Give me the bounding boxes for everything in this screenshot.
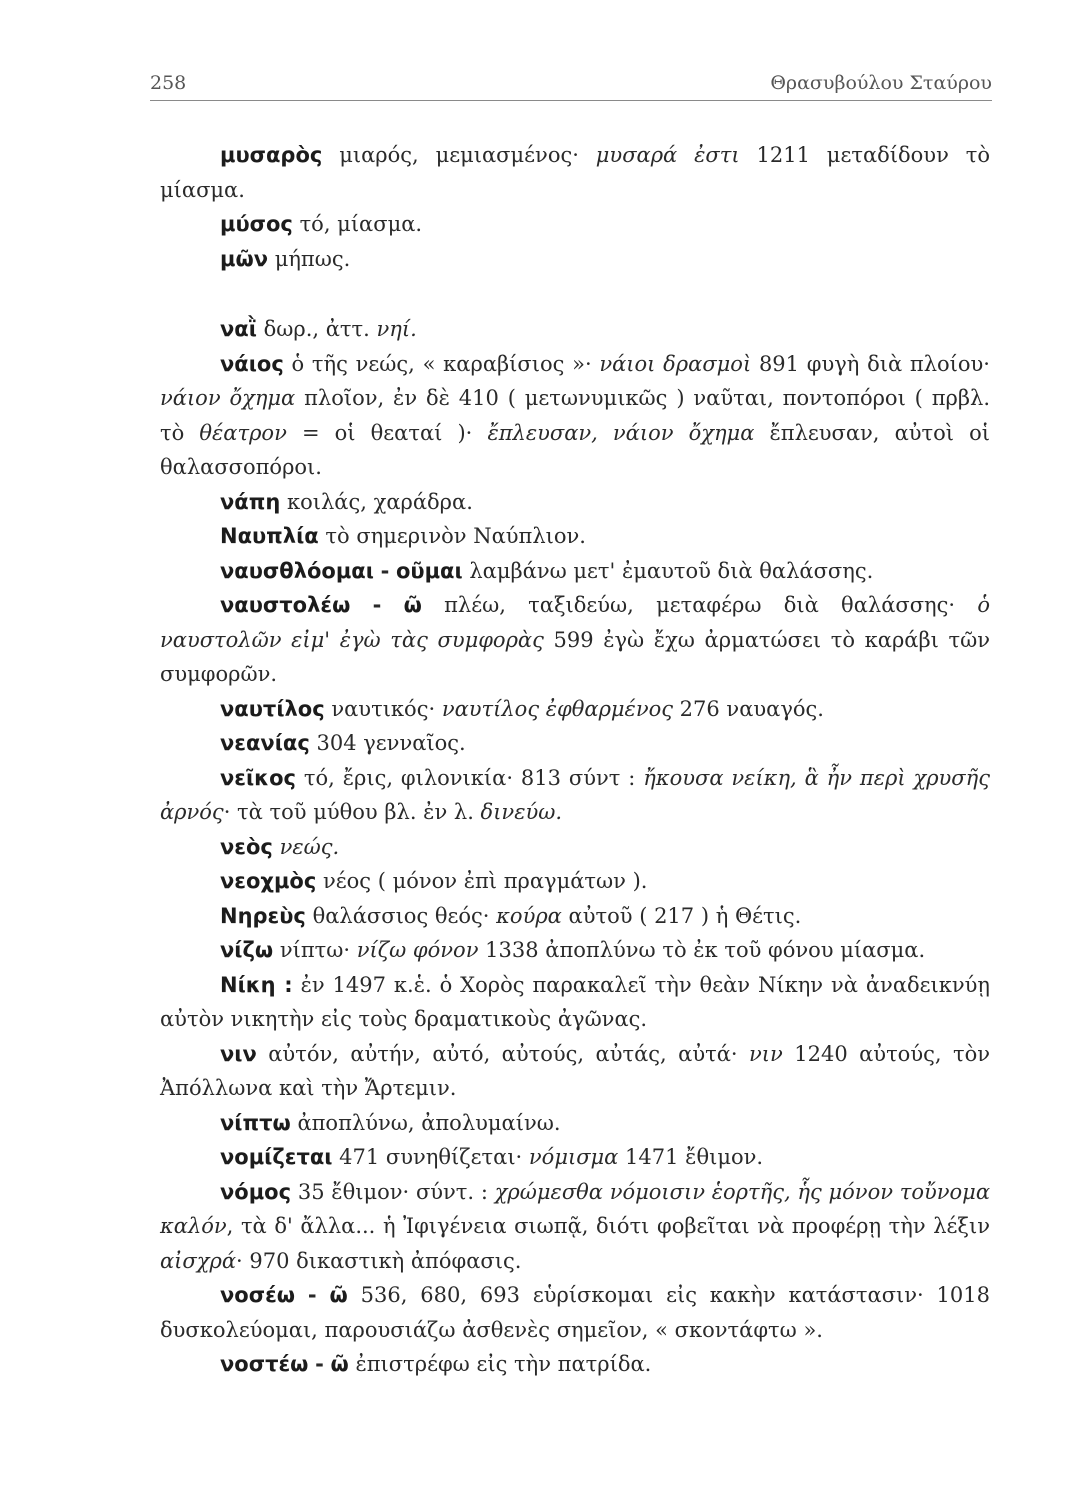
entry-headword: ναυσθλόομαι	[220, 558, 374, 583]
entry-definition: 35 ἔθιμον· σύντ. :	[297, 1179, 495, 1204]
dictionary-entry	[160, 1106, 990, 1141]
entry-definition: · 970 δικαστικὴ ἀπόφασις.	[236, 1248, 522, 1273]
entry-headword: νεοχμὸς	[220, 869, 317, 893]
headword-separator: -	[380, 558, 390, 583]
dictionary-entries	[160, 138, 990, 1382]
dictionary-entry	[160, 1037, 990, 1106]
headword-separator: -	[307, 1283, 317, 1307]
entry-definition: · τὰ τοῦ μύθου βλ. ἐν λ.	[223, 800, 481, 824]
headword-suffix: οῦμαι	[396, 558, 463, 583]
entry-definition: 599 ἐγὼ ἔχω ἀρματώσει τὸ καράβι τῶν συμφορῶν.	[160, 627, 990, 686]
dictionary-entry	[160, 1140, 990, 1175]
entry-definition: ὁ τῆς νεώς, « καραβίσιος »·	[291, 351, 600, 376]
entry-headword: νοσέω	[220, 1283, 296, 1307]
entry-definition: θαλάσσιος θεός·	[312, 903, 497, 928]
entry-citation: νιν	[749, 1041, 783, 1066]
entry-definition: 276 ναυαγός.	[673, 696, 824, 721]
dictionary-entry	[160, 1347, 990, 1382]
dictionary-entry	[160, 968, 990, 1037]
dictionary-entry	[160, 242, 990, 277]
entry-definition: αὐτοῦ ( 217 ) ἡ Θέτις.	[561, 903, 802, 928]
dictionary-entry	[160, 864, 990, 899]
entry-definition: λαμβάνω μετ' ἐμαυτοῦ διὰ θαλάσσης.	[469, 558, 874, 583]
entry-citation: χρώμεσθα νόμοισιν ἑορτῆς, ἧς μόνον τοὔνομα καλόν	[160, 1179, 990, 1238]
dictionary-entry	[160, 519, 990, 554]
entry-definition: πλοῖον, ἐν δὲ 410 ( μετωνυμικῶς ) ναῦται, ποντοπόροι ( πρβλ. τὸ	[160, 386, 991, 445]
entry-headword: ναῒ	[220, 317, 257, 341]
entry-definition: πλέω, ταξιδεύω, μεταφέρω διὰ θαλάσσης·	[444, 593, 978, 617]
entry-headword: νεανίας	[220, 731, 310, 755]
running-title: Θρασυβούλου Σταύρου	[770, 72, 992, 94]
headword-separator: -	[372, 593, 382, 617]
entry-definition: νίπτω·	[279, 938, 357, 962]
entry-definition: αὐτόν, αὐτήν, αὐτό, αὐτούς, αὐτάς, αὐτά·	[268, 1041, 750, 1066]
entry-headword: μῶν	[220, 246, 269, 271]
entry-definition: ἐπιστρέφω εἰς τὴν πατρίδα.	[355, 1352, 652, 1376]
entry-definition: τὸ σημερινὸν Ναύπλιον.	[325, 524, 586, 548]
entry-citation: ἤκουσα νείκη, ἃ ἦν περὶ χρυσῆς ἀρνός	[160, 765, 990, 824]
dictionary-entry	[160, 485, 990, 520]
dictionary-entry	[160, 347, 990, 485]
entry-headword: Νίκη :	[220, 972, 293, 997]
headword-suffix: ῶ	[329, 1283, 348, 1307]
dictionary-entry	[160, 1278, 990, 1347]
entry-citation: κούρα	[496, 903, 562, 928]
entry-headword: Ναυπλία	[220, 524, 319, 548]
dictionary-entry	[160, 312, 990, 347]
entry-definition: κοιλάς, χαράδρα.	[286, 489, 473, 514]
dictionary-entry	[160, 138, 990, 207]
entry-definition: δωρ., ἀττ.	[263, 317, 377, 341]
dictionary-entry	[160, 207, 990, 242]
entry-definition: 1211 μεταδίδουν τὸ μίασμα.	[160, 143, 990, 202]
entry-citation: δινεύω.	[480, 800, 563, 824]
dictionary-entry	[160, 933, 990, 968]
entry-citation: νάιον ὄχημα	[160, 386, 296, 410]
entry-definition: ἔπλευσαν, αὐτοὶ οἱ θαλασσοπόροι.	[160, 420, 991, 479]
entry-citation: νόμισμα	[528, 1145, 619, 1169]
entry-definition: = οἱ θεαταί )·	[286, 420, 488, 445]
entry-headword: μύσος	[220, 212, 293, 236]
entry-headword: Νηρεὺς	[220, 903, 306, 928]
entry-definition: ἐν 1497 κ.ἑ. ὁ Χορὸς παρακαλεῖ τὴν θεὰν Νίκην νὰ ἀναδεικνύῃ αὐτὸν νικητὴν εἰς τοὺς δραματικοὺς ἀγῶνας.	[160, 972, 990, 1031]
entry-headword: ναυτίλος	[220, 696, 325, 721]
entry-citation: νηί.	[376, 317, 417, 341]
dictionary-entry	[160, 761, 990, 830]
entry-definition: τό, μίασμα.	[299, 212, 423, 236]
entry-citation: θέατρον	[199, 420, 287, 445]
dictionary-entry	[160, 692, 990, 727]
entry-definition: 1338 ἀποπλύνω τὸ ἐκ τοῦ φόνου μίασμα.	[478, 938, 926, 962]
entry-headword: νεῖκος	[220, 765, 296, 790]
entry-headword: ναυστολέω	[220, 593, 351, 617]
dictionary-entry	[160, 726, 990, 761]
dictionary-entry	[160, 830, 990, 865]
entry-citation: νεώς.	[279, 834, 340, 859]
entry-definition: νέος ( μόνον ἐπὶ πραγμάτων ).	[322, 869, 648, 893]
entry-citation: ναυτίλος ἐφθαρμένος	[441, 696, 673, 721]
dictionary-entry	[160, 554, 990, 589]
dictionary-entry	[160, 588, 990, 692]
entry-definition: ἀποπλύνω, ἀπολυμαίνω.	[297, 1110, 561, 1135]
entry-headword: νομίζεται	[220, 1145, 333, 1169]
entry-headword: νίζω	[220, 938, 274, 962]
entry-definition: 1240 αὐτούς, τὸν Ἀπόλλωνα καὶ τὴν Ἄρτεμιν.	[160, 1041, 990, 1100]
entry-headword: νάιος	[220, 351, 284, 376]
entry-definition: ναυτικός·	[331, 696, 442, 721]
entry-citation: νάιοι δρασμοὶ	[599, 351, 752, 376]
entry-headword: νιν	[220, 1041, 257, 1066]
entry-headword: νόμος	[220, 1179, 292, 1204]
page-number: 258	[150, 72, 187, 94]
entry-definition: 536, 680, 693 εὑρίσκομαι εἰς κακὴν κατάστασιν· 1018 δυσκολεύομαι, παρουσιάζω ἀσθενὲς σημεῖον, « σκοντάφτω ».	[160, 1283, 991, 1342]
entry-headword: νίπτω	[220, 1110, 291, 1135]
entry-headword: νοστέω	[220, 1352, 309, 1376]
entry-citation: νίζω φόνον	[356, 938, 479, 962]
entry-definition: τό, ἔρις, φιλονικία· 813 σύντ :	[303, 765, 644, 790]
headword-suffix: ῶ	[330, 1352, 349, 1376]
entry-definition: 891 φυγὴ διὰ πλοίου·	[751, 351, 990, 376]
entry-headword: νεὸς	[220, 834, 273, 859]
entry-headword: νάπη	[220, 489, 281, 514]
entry-definition: 471 συνηθίζεται·	[339, 1145, 529, 1169]
entry-definition: μιαρός, μεμιασμένος·	[339, 143, 596, 167]
entry-citation: ἔπλευσαν, νάιον ὄχημα	[487, 420, 755, 445]
headword-suffix: ῶ	[403, 593, 422, 617]
entry-definition: , τὰ δ' ἄλλα... ἡ Ἰφιγένεια σιωπᾷ, διότι φοβεῖται νὰ προφέρῃ τὴν λέξιν	[226, 1214, 990, 1238]
entry-citation: ὁ ναυστολῶν εἰμ' ἐγὼ τὰς συμφορὰς	[160, 593, 990, 652]
entry-definition: μήπως.	[274, 246, 351, 271]
entry-citation: αἰσχρά	[160, 1248, 237, 1273]
entry-definition: 304 γενναῖος.	[316, 731, 466, 755]
entry-citation: μυσαρά ἐστι	[595, 143, 740, 167]
dictionary-entry	[160, 1175, 990, 1279]
entry-definition: 1471 ἔθιμον.	[618, 1145, 764, 1169]
running-header	[150, 70, 992, 101]
dictionary-entry	[160, 899, 990, 934]
headword-separator: -	[315, 1352, 324, 1376]
entry-headword: μυσαρὸς	[220, 143, 323, 167]
